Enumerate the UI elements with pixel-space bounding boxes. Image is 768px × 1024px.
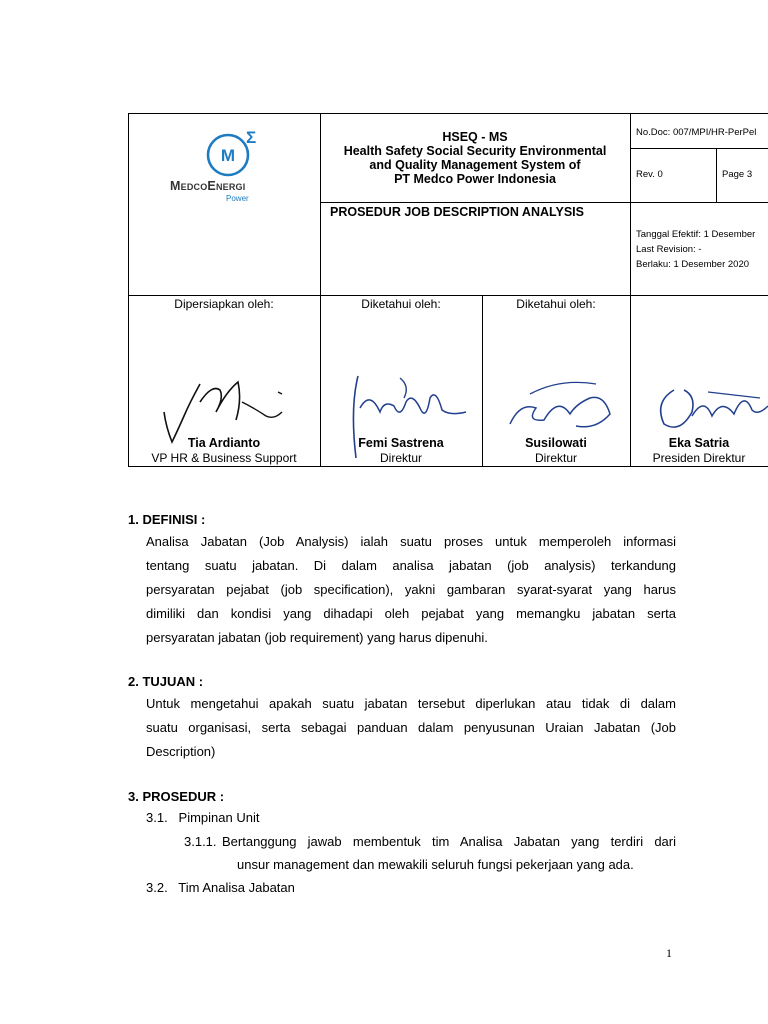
approver-name-4: Eka Satria [668, 436, 730, 450]
approval-label-prepared: Dipersiapkan oleh: [174, 297, 274, 311]
system-title-line4: PT Medco Power Indonesia [394, 172, 556, 186]
approver-name-3: Susilowati [525, 436, 587, 450]
tujuan-line: Description) [146, 744, 216, 759]
system-title-line3: and Quality Management System of [369, 158, 581, 172]
logo-sub-text: Power [226, 194, 249, 203]
section-heading-definisi: 1. DEFINISI : [128, 512, 206, 527]
tujuan-line: suatu organisasi, serta sebagai panduan dalam penyusunan Uraian Jabatan (Job [146, 720, 676, 735]
approver-role-2: Direktur [379, 451, 422, 465]
last-revision: Last Revision: - [636, 244, 702, 255]
revision-number: Rev. 0 [636, 169, 663, 180]
page-indicator: Page 3 [722, 169, 753, 180]
approver-name-2: Femi Sastrena [358, 436, 444, 450]
page-number: 1 [666, 946, 672, 960]
tujuan-line: Untuk mengetahui apakah suatu jabatan tersebut diperlukan atau tidak di dalam [146, 696, 676, 711]
approver-role-1: VP HR & Business Support [151, 451, 297, 465]
approver-role-3: Direktur [534, 451, 577, 465]
prosedur-item-3-2: 3.2. Tim Analisa Jabatan [146, 880, 295, 895]
definisi-line: Analisa Jabatan (Job Analysis) ialah suatu proses untuk memperoleh informasi [146, 534, 676, 549]
definisi-paragraph [146, 530, 676, 650]
valid-date: Berlaku: 1 Desember 2020 [636, 259, 750, 270]
medco-logo-icon [160, 126, 290, 208]
effective-date: Tanggal Efektif: 1 Desember [636, 229, 756, 240]
definisi-line: persyaratan jabatan (job requirement) yang harus dipenuhi. [146, 630, 488, 645]
company-logo [160, 126, 290, 208]
prosedur-item-3-1-1-number: 3.1.1. [184, 834, 217, 849]
approver-name-1: Tia Ardianto [187, 436, 261, 450]
signature-susilowati [500, 374, 620, 440]
logo-brand-text: MedcoEnergi [170, 179, 246, 193]
prosedur-item-3-1-1-line2: unsur management dan mewakili seluruh fungsi pekerjaan yang ada. [237, 857, 634, 872]
tujuan-paragraph [146, 692, 676, 764]
definisi-line: dimiliki dan kondisi yang dihadapi oleh pejabat yang memangku jabatan serta [146, 606, 676, 621]
prosedur-item-3-1: 3.1. Pimpinan Unit [146, 810, 260, 825]
system-title [321, 130, 629, 186]
definisi-line: tentang suatu jabatan. Di dalam analisa jabatan (job analysis) terkandung [146, 558, 676, 573]
section-heading-prosedur: 3. PROSEDUR : [128, 789, 225, 804]
approval-label-acknowledged-1: Diketahui oleh: [361, 297, 441, 311]
section-heading-tujuan: 2. TUJUAN : [128, 674, 204, 689]
doc-number: No.Doc: 007/MPI/HR-PerPel [636, 127, 757, 138]
system-title-line2: Health Safety Social Security Environmental [343, 144, 607, 158]
approver-role-4: Presiden Direktur [652, 451, 746, 465]
svg-text:M: M [220, 146, 236, 165]
document-title: PROSEDUR JOB DESCRIPTION ANALYSIS [330, 205, 584, 219]
approval-label-acknowledged-2: Diketahui oleh: [516, 297, 596, 311]
svg-text:Σ: Σ [246, 128, 257, 147]
prosedur-item-3-1-1-line1: Bertanggung jawab membentuk tim Analisa Jabatan yang terdiri dari [222, 834, 676, 849]
system-title-line1: HSEQ - MS [442, 130, 508, 144]
definisi-line: persyaratan pejabat (job specification), yakni gambaran syarat-syarat yang harus [146, 582, 676, 597]
